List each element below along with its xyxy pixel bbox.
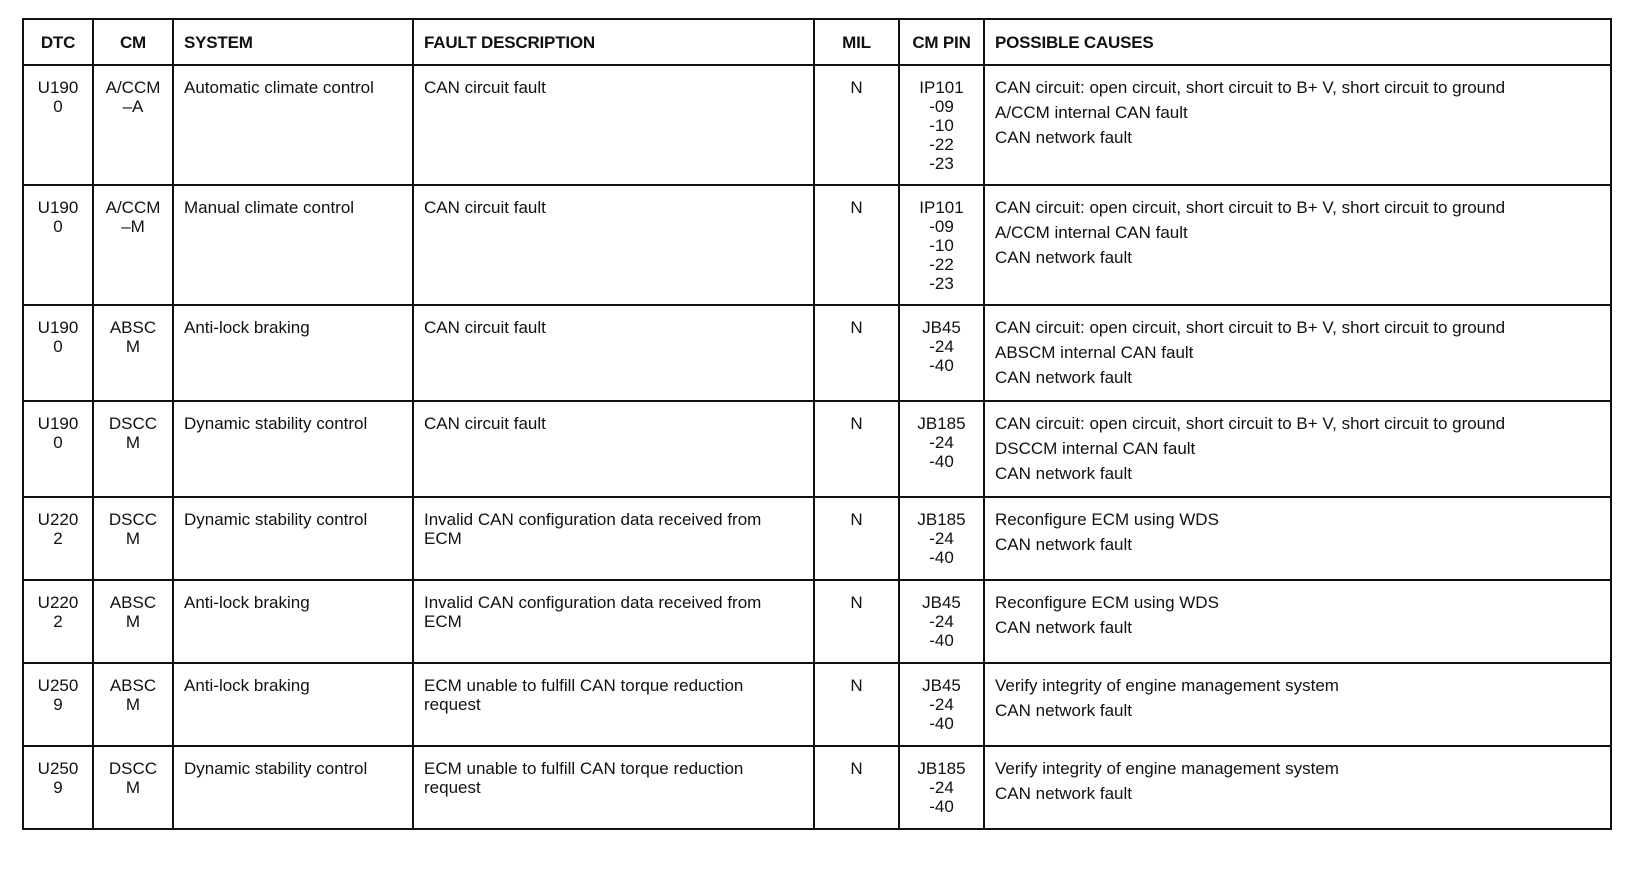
system-cell: Manual climate control <box>173 185 413 305</box>
fault-description-cell: CAN circuit fault <box>413 185 814 305</box>
mil-cell: N <box>814 746 899 829</box>
mil-cell: N <box>814 65 899 185</box>
cm-line: ABSCM <box>109 318 157 356</box>
pin-line: JB45 <box>922 593 961 612</box>
system-cell: Anti-lock braking <box>173 305 413 401</box>
system-cell: Dynamic stability control <box>173 497 413 580</box>
cm-line: A/CCM <box>105 198 161 217</box>
table-row <box>23 497 1611 580</box>
fault-description-cell: Invalid CAN configuration data received from ECM <box>413 580 814 663</box>
header-possible-causes: POSSIBLE CAUSES <box>984 19 1611 65</box>
cause-line: ABSCM internal CAN fault <box>995 343 1194 362</box>
pin-line: -40 <box>929 797 954 816</box>
pin-line: -10 <box>929 116 954 135</box>
fault-description-cell: ECM unable to fulfill CAN torque reduction request <box>413 746 814 829</box>
cm-line: ABSCM <box>109 593 157 631</box>
header-cm: CM <box>93 19 173 65</box>
cm-pin-cell <box>899 580 984 663</box>
table-row <box>23 401 1611 497</box>
header-row <box>23 19 1611 65</box>
pin-line: IP101 <box>919 198 964 217</box>
table-body <box>23 65 1611 829</box>
dtc-code-cell: U2509 <box>23 746 93 829</box>
dtc-code-cell: U2202 <box>23 580 93 663</box>
table-row <box>23 746 1611 829</box>
dtc-code-cell: U2509 <box>23 663 93 746</box>
possible-causes-cell <box>984 185 1611 305</box>
pin-line: JB45 <box>922 676 961 695</box>
cm-cell <box>93 401 173 497</box>
cm-pin-cell <box>899 305 984 401</box>
cm-cell <box>93 185 173 305</box>
dtc-code-cell: U1900 <box>23 185 93 305</box>
pin-line: -24 <box>929 337 954 356</box>
cause-line: CAN network fault <box>995 248 1132 267</box>
cause-line: CAN network fault <box>995 128 1132 147</box>
pin-line: -10 <box>929 236 954 255</box>
header-cm-pin: CM PIN <box>899 19 984 65</box>
mil-cell: N <box>814 305 899 401</box>
fault-description-cell: CAN circuit fault <box>413 305 814 401</box>
header-dtc: DTC <box>23 19 93 65</box>
pin-line: JB185 <box>917 510 966 529</box>
system-cell: Automatic climate control <box>173 65 413 185</box>
table-row <box>23 305 1611 401</box>
pin-line: -22 <box>929 135 954 154</box>
cm-line: ABSCM <box>109 676 157 714</box>
pin-line: JB185 <box>917 759 966 778</box>
cm-line: DSCCM <box>108 759 158 797</box>
pin-line: -23 <box>929 154 954 173</box>
cm-pin-cell <box>899 497 984 580</box>
cm-line: –M <box>121 217 145 236</box>
cause-line: CAN network fault <box>995 464 1132 483</box>
dtc-table <box>22 18 1612 830</box>
cause-line: Reconfigure ECM using WDS <box>995 593 1219 612</box>
pin-line: -09 <box>929 97 954 116</box>
possible-causes-cell <box>984 497 1611 580</box>
system-cell: Anti-lock braking <box>173 663 413 746</box>
cm-pin-cell <box>899 65 984 185</box>
mil-cell: N <box>814 401 899 497</box>
cause-line: CAN network fault <box>995 618 1132 637</box>
pin-line: -22 <box>929 255 954 274</box>
cm-pin-cell <box>899 746 984 829</box>
cause-line: Verify integrity of engine management system <box>995 676 1339 695</box>
fault-description-cell: ECM unable to fulfill CAN torque reduction request <box>413 663 814 746</box>
cm-line: –A <box>122 97 144 116</box>
cause-line: CAN network fault <box>995 535 1132 554</box>
fault-description-cell: CAN circuit fault <box>413 65 814 185</box>
cause-line: CAN network fault <box>995 784 1132 803</box>
possible-causes-cell <box>984 65 1611 185</box>
cm-line: DSCCM <box>108 414 158 452</box>
mil-cell: N <box>814 185 899 305</box>
pin-line: -40 <box>929 452 954 471</box>
cause-line: Verify integrity of engine management system <box>995 759 1339 778</box>
pin-line: -40 <box>929 714 954 733</box>
cause-line: Reconfigure ECM using WDS <box>995 510 1219 529</box>
dtc-code-cell: U1900 <box>23 65 93 185</box>
table-header <box>23 19 1611 65</box>
cm-cell <box>93 746 173 829</box>
system-cell: Dynamic stability control <box>173 746 413 829</box>
possible-causes-cell <box>984 746 1611 829</box>
pin-line: -24 <box>929 433 954 452</box>
pin-line: JB45 <box>922 318 961 337</box>
fault-description-cell: Invalid CAN configuration data received from ECM <box>413 497 814 580</box>
pin-line: -23 <box>929 274 954 293</box>
cm-cell <box>93 497 173 580</box>
mil-cell: N <box>814 497 899 580</box>
mil-cell: N <box>814 663 899 746</box>
system-cell: Anti-lock braking <box>173 580 413 663</box>
cause-line: CAN circuit: open circuit, short circuit to B+ V, short circuit to ground <box>995 78 1506 97</box>
cm-cell <box>93 65 173 185</box>
table-row <box>23 185 1611 305</box>
pin-line: -24 <box>929 612 954 631</box>
cause-line: CAN network fault <box>995 368 1132 387</box>
header-system: SYSTEM <box>173 19 413 65</box>
cause-line: CAN circuit: open circuit, short circuit to B+ V, short circuit to ground <box>995 414 1506 433</box>
dtc-code-cell: U2202 <box>23 497 93 580</box>
pin-line: IP101 <box>919 78 964 97</box>
possible-causes-cell <box>984 305 1611 401</box>
cause-line: CAN circuit: open circuit, short circuit to B+ V, short circuit to ground <box>995 198 1506 217</box>
possible-causes-cell <box>984 663 1611 746</box>
cause-line: CAN network fault <box>995 701 1132 720</box>
table-row <box>23 580 1611 663</box>
cm-cell <box>93 580 173 663</box>
cause-line: DSCCM internal CAN fault <box>995 439 1196 458</box>
pin-line: -40 <box>929 631 954 650</box>
cm-pin-cell <box>899 185 984 305</box>
pin-line: -09 <box>929 217 954 236</box>
cm-pin-cell <box>899 663 984 746</box>
cm-line: DSCCM <box>108 510 158 548</box>
header-fault-description: FAULT DESCRIPTION <box>413 19 814 65</box>
table-row <box>23 663 1611 746</box>
cm-cell <box>93 663 173 746</box>
dtc-code-cell: U1900 <box>23 305 93 401</box>
system-cell: Dynamic stability control <box>173 401 413 497</box>
pin-line: JB185 <box>917 414 966 433</box>
fault-description-cell: CAN circuit fault <box>413 401 814 497</box>
cause-line: CAN circuit: open circuit, short circuit to B+ V, short circuit to ground <box>995 318 1506 337</box>
table-row <box>23 65 1611 185</box>
possible-causes-cell <box>984 401 1611 497</box>
pin-line: -24 <box>929 778 954 797</box>
cm-line: A/CCM <box>105 78 161 97</box>
pin-line: -24 <box>929 695 954 714</box>
pin-line: -40 <box>929 548 954 567</box>
cause-line: A/CCM internal CAN fault <box>995 103 1188 122</box>
mil-cell: N <box>814 580 899 663</box>
pin-line: -40 <box>929 356 954 375</box>
pin-line: -24 <box>929 529 954 548</box>
cm-pin-cell <box>899 401 984 497</box>
dtc-code-cell: U1900 <box>23 401 93 497</box>
header-mil: MIL <box>814 19 899 65</box>
cm-cell <box>93 305 173 401</box>
cause-line: A/CCM internal CAN fault <box>995 223 1188 242</box>
possible-causes-cell <box>984 580 1611 663</box>
